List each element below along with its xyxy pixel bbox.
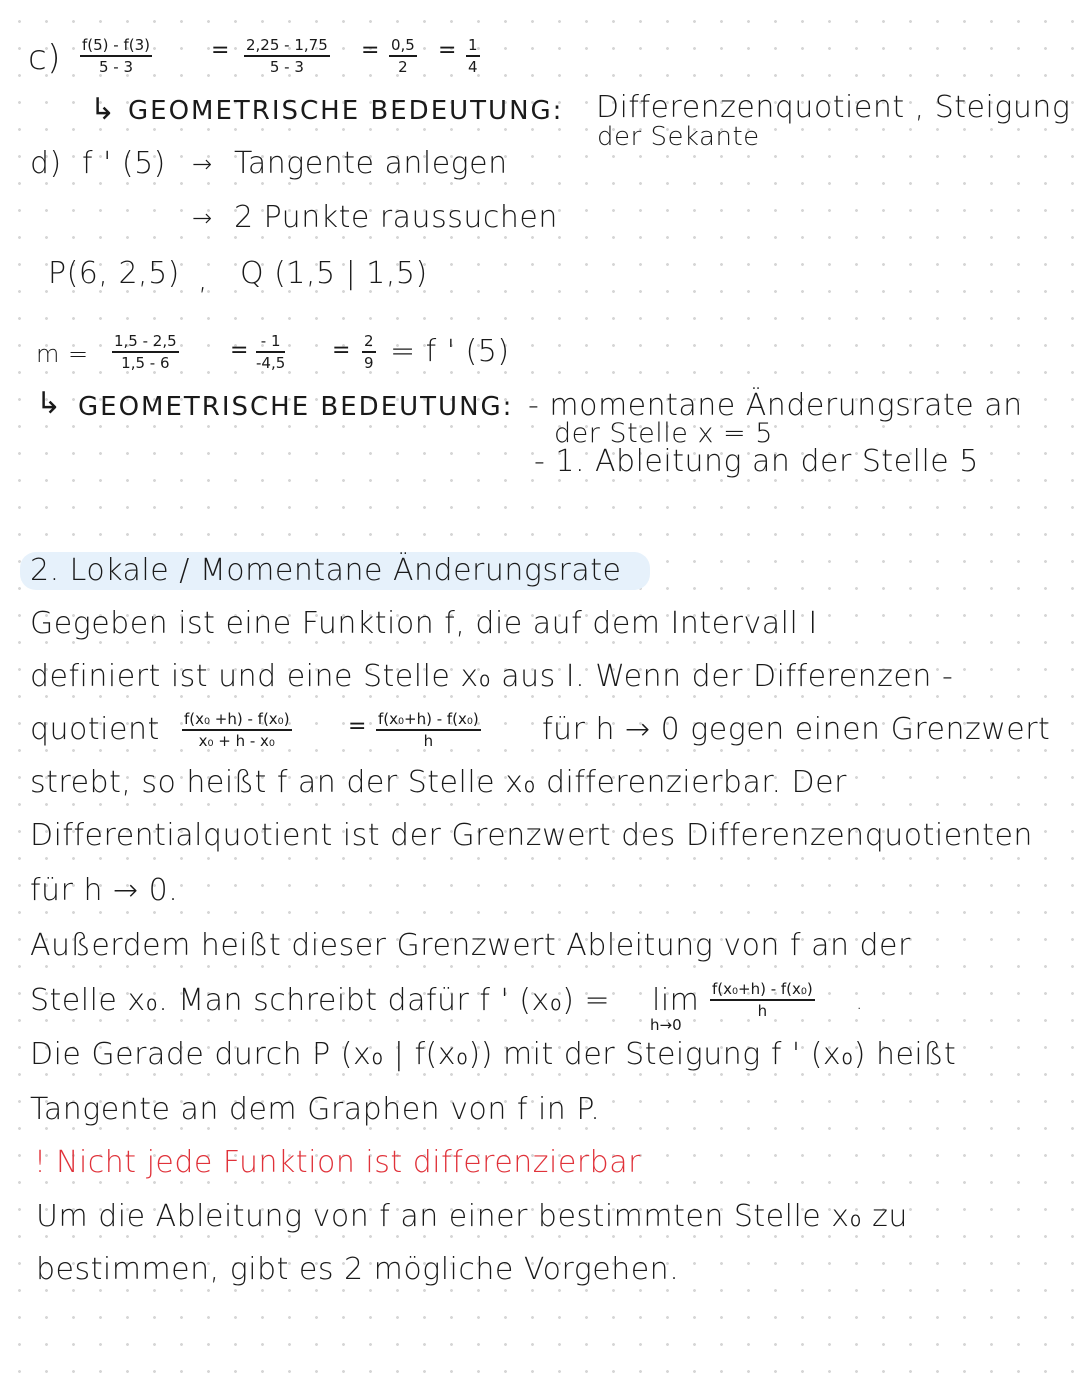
separator: ,: [198, 262, 209, 297]
fraction-numerator: f(x₀ +h) - f(x₀): [182, 710, 292, 731]
fraction-denominator: h: [757, 1002, 768, 1020]
equals-sign: =: [230, 338, 249, 363]
return-arrow-icon: ↳: [36, 386, 64, 421]
step-tangent: Tangente anlegen: [234, 146, 508, 181]
geometric-meaning-text: Differenzenquotient , Steigung: [596, 90, 1071, 125]
text-line: für h → 0 gegen einen Grenzwert: [542, 712, 1051, 747]
fraction-numerator: 2: [362, 332, 376, 353]
right-arrow-icon: →: [192, 204, 213, 232]
geometric-meaning-label: GEOMETRISCHE BEDEUTUNG:: [78, 392, 514, 422]
limit-subscript: h→0: [650, 1016, 682, 1034]
geometric-meaning-position: der Stelle x = 5: [554, 418, 773, 449]
fraction-denominator: 4: [468, 58, 478, 76]
part-c-label: c): [28, 38, 61, 78]
slope-fraction: [112, 332, 179, 372]
geometric-meaning-text-2: der Sekante: [597, 122, 760, 152]
warning-mark-icon: !: [34, 1145, 47, 1180]
fraction-denominator: 5 - 3: [98, 58, 134, 76]
text-line: für h → 0.: [30, 873, 179, 908]
text-line: definiert ist und eine Stelle x₀ aus I. Wenn der Differenzen -: [30, 659, 954, 694]
fraction-numerator: f(x₀+h) - f(x₀): [376, 710, 481, 731]
text-period: .: [856, 990, 863, 1014]
warning-text: Nicht jede Funktion ist differenzierbar: [56, 1145, 641, 1180]
derivative-expression: f ' (5): [82, 146, 166, 181]
fraction-denominator: -4,5: [256, 354, 286, 372]
text-line: Gegeben ist eine Funktion f, die auf dem Intervall I: [30, 606, 818, 641]
geometric-meaning-label: GEOMETRISCHE BEDEUTUNG:: [128, 96, 564, 126]
text-line: Stelle x₀. Man schreibt dafür f ' (x₀) =: [30, 983, 611, 1018]
point-q: Q (1,5 | 1,5): [240, 256, 428, 291]
fraction-numerator: 2,25 - 1,75: [244, 36, 330, 57]
return-arrow-icon: ↳: [90, 92, 118, 127]
fraction-denominator: 9: [364, 354, 374, 372]
slope-fraction-3: [362, 332, 376, 372]
fraction-denominator: 5 - 3: [269, 58, 304, 76]
difference-quotient-h-fraction: [376, 710, 481, 750]
text-line: Differentialquotient ist der Grenzwert des Differenzenquotienten: [30, 818, 1033, 853]
equals-sign: =: [211, 38, 230, 63]
fraction-numerator: f(x₀+h) - f(x₀): [710, 980, 815, 1001]
fraction-numerator: 1,5 - 2,5: [112, 332, 179, 353]
geometric-meaning-derivative: - 1. Ableitung an der Stelle 5: [534, 444, 979, 479]
text-line: Um die Ableitung von f an einer bestimmten Stelle x₀ zu: [36, 1199, 908, 1234]
fraction-f5-f3: [80, 36, 152, 76]
section-heading: 2. Lokale / Momentane Änderungsrate: [30, 553, 622, 588]
equals-sign: =: [332, 338, 351, 363]
fraction-numerator: - 1: [256, 332, 285, 353]
geometric-meaning-rate: - momentane Änderungsrate an: [528, 388, 1023, 423]
text-line: Tangente an dem Graphen von f in P.: [30, 1092, 601, 1127]
part-d-label: d): [30, 146, 62, 181]
fraction-denominator: 1,5 - 6: [121, 354, 170, 372]
point-p: P(6, 2,5): [48, 256, 180, 291]
fraction-denominator: 2: [398, 58, 408, 76]
slope-label: m =: [36, 340, 89, 368]
fraction-quarter: [466, 36, 480, 76]
limit-fraction: [710, 980, 815, 1020]
right-arrow-icon: →: [192, 150, 213, 178]
fraction-numerator: f(5) - f(3): [80, 36, 152, 57]
equals-sign: =: [361, 38, 380, 63]
equals-sign: =: [438, 38, 457, 63]
text-line: Außerdem heißt dieser Grenzwert Ableitung von f an der: [30, 928, 911, 963]
slope-result: = f ' (5): [390, 334, 510, 369]
equals-sign: =: [348, 714, 367, 739]
text-line: Die Gerade durch P (x₀ | f(x₀)) mit der Steigung f ' (x₀) heißt: [30, 1037, 957, 1072]
text-line: strebt, so heißt f an der Stelle x₀ differenzierbar. Der: [30, 765, 847, 800]
fraction-numerator: 1: [466, 36, 480, 57]
fraction-values: [244, 36, 330, 76]
limit-symbol: lim: [652, 983, 700, 1018]
text-line: bestimmen, gibt es 2 mögliche Vorgehen.: [36, 1252, 680, 1287]
step-points: 2 Punkte raussuchen: [234, 200, 558, 235]
fraction-denominator: h: [423, 732, 434, 750]
fraction-denominator: x₀ + h - x₀: [198, 732, 275, 750]
text-line: quotient: [30, 712, 160, 747]
slope-fraction-2: [256, 332, 285, 372]
fraction-half: [389, 36, 417, 76]
fraction-numerator: 0,5: [389, 36, 417, 57]
difference-quotient-fraction: [182, 710, 292, 750]
